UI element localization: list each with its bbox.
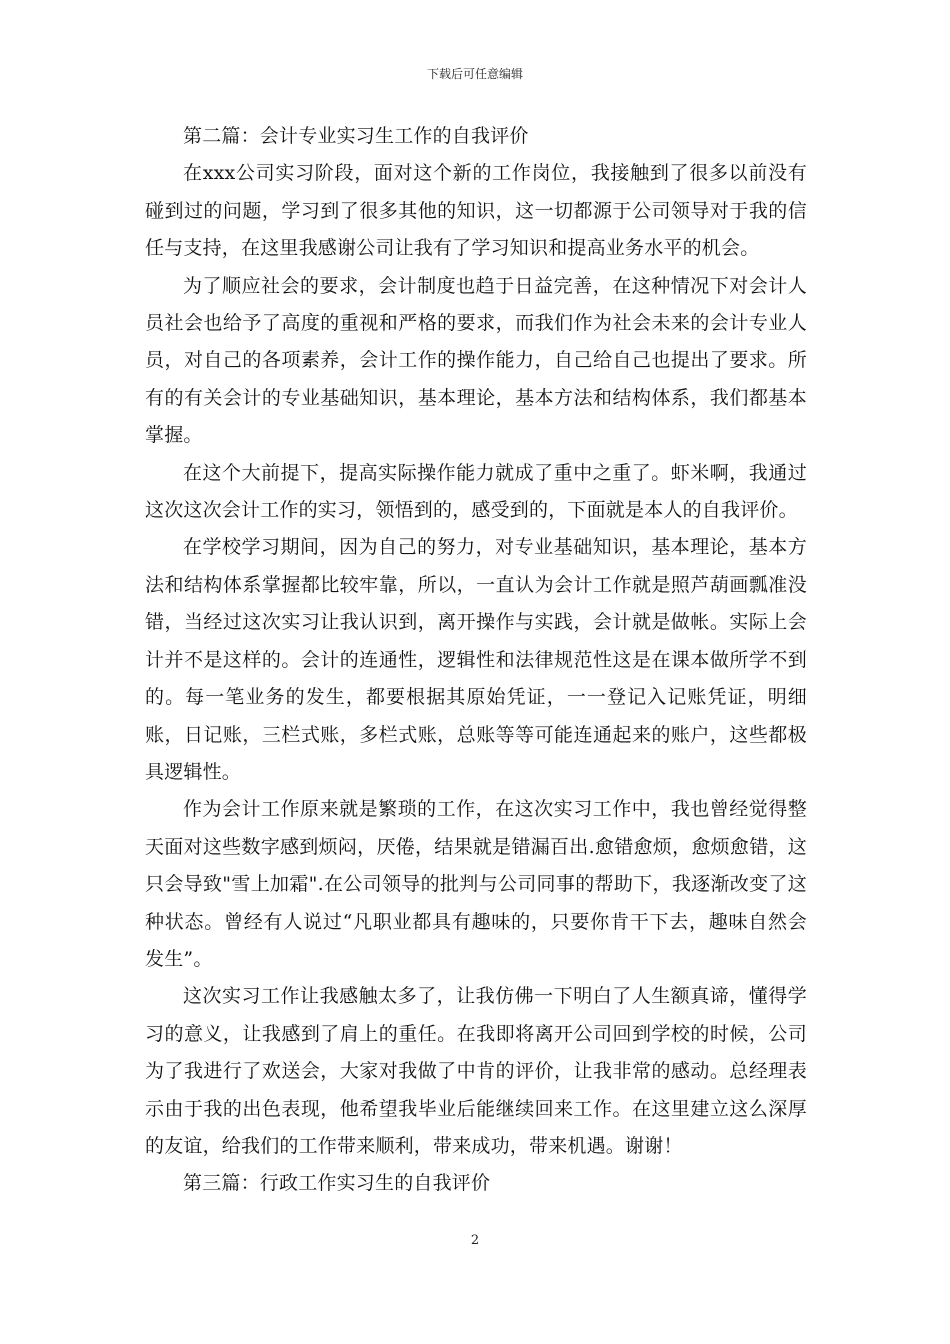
- section-heading-3: 第三篇：行政工作实习生的自我评价: [183, 1172, 491, 1195]
- section-heading-2: 第二篇：会计专业实习生工作的自我评价: [183, 125, 529, 147]
- page-number: 2: [470, 1233, 480, 1248]
- document-body: [145, 118, 807, 1203]
- page-header: 下载后可任意编辑: [426, 67, 523, 81]
- body-paragraph: 作为会计工作原来就是繁琐的工作，在这次实习工作中，我也曾经觉得整天面对这些数字感到烦闷，厌倦，结果就是错漏百出.愈错愈烦，愈烦愈错，这只会导致"雪上加霜".在公司领导的批判与公司同事的帮助下，我逐渐改变了这种状态。曾经有人说过“凡职业都具有趣味的，只要你肯干下去，趣味自然会发生”。: [145, 798, 807, 970]
- body-paragraph: 为了顺应社会的要求，会计制度也趋于日益完善，在这种情况下对会计人员社会也给予了高度的重视和严格的要求，而我们作为社会未来的会计专业人员，对自己的各项素养，会计工作的操作能力，自己给自己也提出了要求。所有的有关会计的专业基础知识，基本理论，基本方法和结构体系，我们都基本掌握。: [145, 274, 807, 447]
- body-paragraph: 在学校学习期间，因为自己的努力，对专业基础知识，基本理论，基本方法和结构体系掌握都比较牢靠，所以，一直认为会计工作就是照芦葫画瓢准没错，当经过这次实习让我认识到，离开操作与实践，会计就是做帐。实际上会计并不是这样的。会计的连通性，逻辑性和法律规范性这是在课本做所学不到的。每一笔业务的发生，都要根据其原始凭证，一一登记入记账凭证，明细账，日记账，三栏式账，多栏式账，总账等等可能连通起来的账户，这些都极具逻辑性。: [145, 536, 807, 783]
- body-paragraph: 这次实习工作让我感触太多了，让我仿佛一下明白了人生额真谛，懂得学习的意义，让我感到了肩上的重任。在我即将离开公司回到学校的时候，公司为了我进行了欢送会，大家对我做了中肯的评价，让我非常的感动。总经理表示由于我的出色表现，他希望我毕业后能继续回来工作。在这里建立这么深厚的友谊，给我们的工作带来顺利，带来成功，带来机遇。谢谢！: [145, 985, 807, 1157]
- body-paragraph: 在xxx公司实习阶段，面对这个新的工作岗位，我接触到了很多以前没有碰到过的问题，学习到了很多其他的知识，这一切都源于公司领导对于我的信任与支持，在这里我感谢公司让我有了学习知识和提高业务水平的机会。: [145, 162, 807, 260]
- body-paragraph: 在这个大前提下，提高实际操作能力就成了重中之重了。虾米啊，我通过这次这次会计工作的实习，领悟到的，感受到的，下面就是本人的自我评价。: [145, 461, 807, 522]
